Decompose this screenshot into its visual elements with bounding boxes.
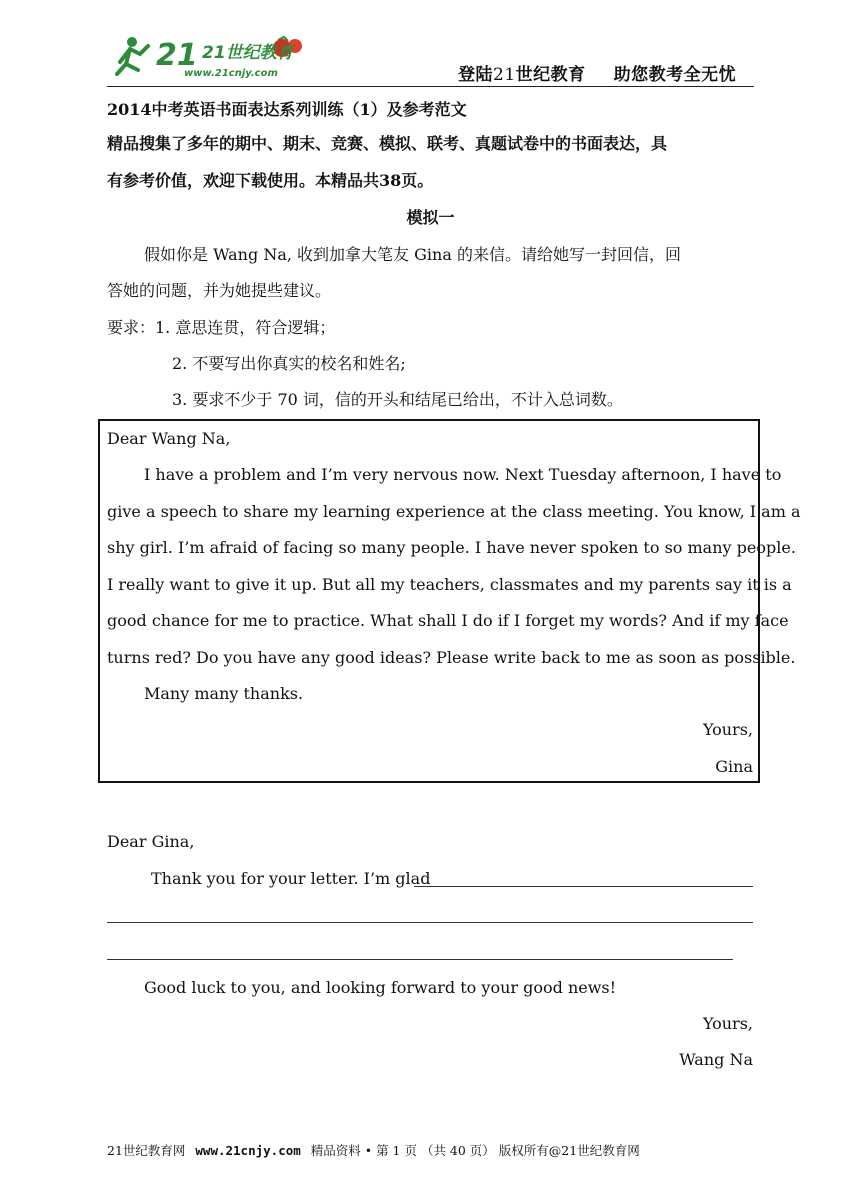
requirement-1: 要求：1. 意思连贯，符合逻辑； <box>107 318 336 337</box>
requirement-2: 2. 不要写出你真实的校名和姓名; <box>172 354 406 373</box>
slogan-num: 21 <box>493 65 516 85</box>
intro-line-2: 有参考价值，欢迎下载使用。本精品共38页。 <box>107 171 434 190</box>
section-title: 模拟一 <box>406 208 455 227</box>
answer-blank[interactable] <box>107 922 753 923</box>
page-footer <box>107 1141 757 1159</box>
letter-in-closing: Yours, <box>702 720 753 739</box>
answer-blank[interactable] <box>414 886 753 887</box>
footer-site: 21世纪教育网 <box>107 1143 186 1158</box>
reply-signature: Wang Na <box>679 1050 753 1069</box>
letter-in-line: I really want to give it up. But all my teachers, classmates and my parents say it is a <box>107 575 792 594</box>
doc-title: 2014中考英语书面表达系列训练（1）及参考范文 <box>107 100 467 119</box>
reply-end-line: Good luck to you, and looking forward to your good news! <box>144 978 617 997</box>
task-line-2: 答她的问题，并为她提些建议。 <box>107 281 332 300</box>
answer-blank[interactable] <box>107 959 733 960</box>
letter-in-signature: Gina <box>715 757 753 776</box>
letter-in-greeting: Dear Wang Na, <box>107 429 231 448</box>
letter-in-thanks: Many many thanks. <box>144 684 304 703</box>
letter-in-line: turns red? Do you have any good ideas? Please write back to me as soon as possible. <box>107 648 796 667</box>
slogan-part3: 助您教考全无忧 <box>613 65 737 85</box>
svg-text:www.21cnjy.com: www.21cnjy.com <box>184 68 278 79</box>
header-slogan <box>458 60 758 85</box>
reply-greeting: Dear Gina, <box>107 832 195 851</box>
letter-in-line: I have a problem and I’m very nervous now. Next Tuesday afternoon, I have to <box>144 465 782 484</box>
header-divider <box>107 86 754 87</box>
letter-in-line: give a speech to share my learning experience at the class meeting. You know, I am a <box>107 502 801 521</box>
svg-text:21: 21 <box>156 38 198 73</box>
footer-url[interactable]: www.21cnjy.com <box>195 1143 301 1158</box>
reply-first-line: Thank you for your letter. I’m glad <box>151 869 431 888</box>
logo-text: 21世纪教育 <box>202 43 294 63</box>
requirement-3: 3. 要求不少于 70 词，信的开头和结尾已给出，不计入总词数。 <box>172 390 623 409</box>
footer-page-info: 精品资料 • 第 1 页 （共 40 页） 版权所有@21世纪教育网 <box>310 1143 640 1158</box>
slogan-part2: 世纪教育 <box>515 65 586 85</box>
intro-line-1: 精品搜集了多年的期中、期末、竞赛、模拟、联考、真题试卷中的书面表达，具 <box>107 134 668 153</box>
reply-closing: Yours, <box>702 1014 753 1033</box>
task-line-1: 假如你是 Wang Na, 收到加拿大笔友 Gina 的来信。请给她写一封回信，回 <box>144 245 681 264</box>
logo <box>112 32 312 82</box>
letter-in-line: shy girl. I’m afraid of facing so many people. I have never spoken to so many people. <box>107 538 796 557</box>
letter-in-line: good chance for me to practice. What shall I do if I forget my words? And if my face <box>107 611 789 630</box>
slogan-part1: 登陆 <box>458 65 493 85</box>
